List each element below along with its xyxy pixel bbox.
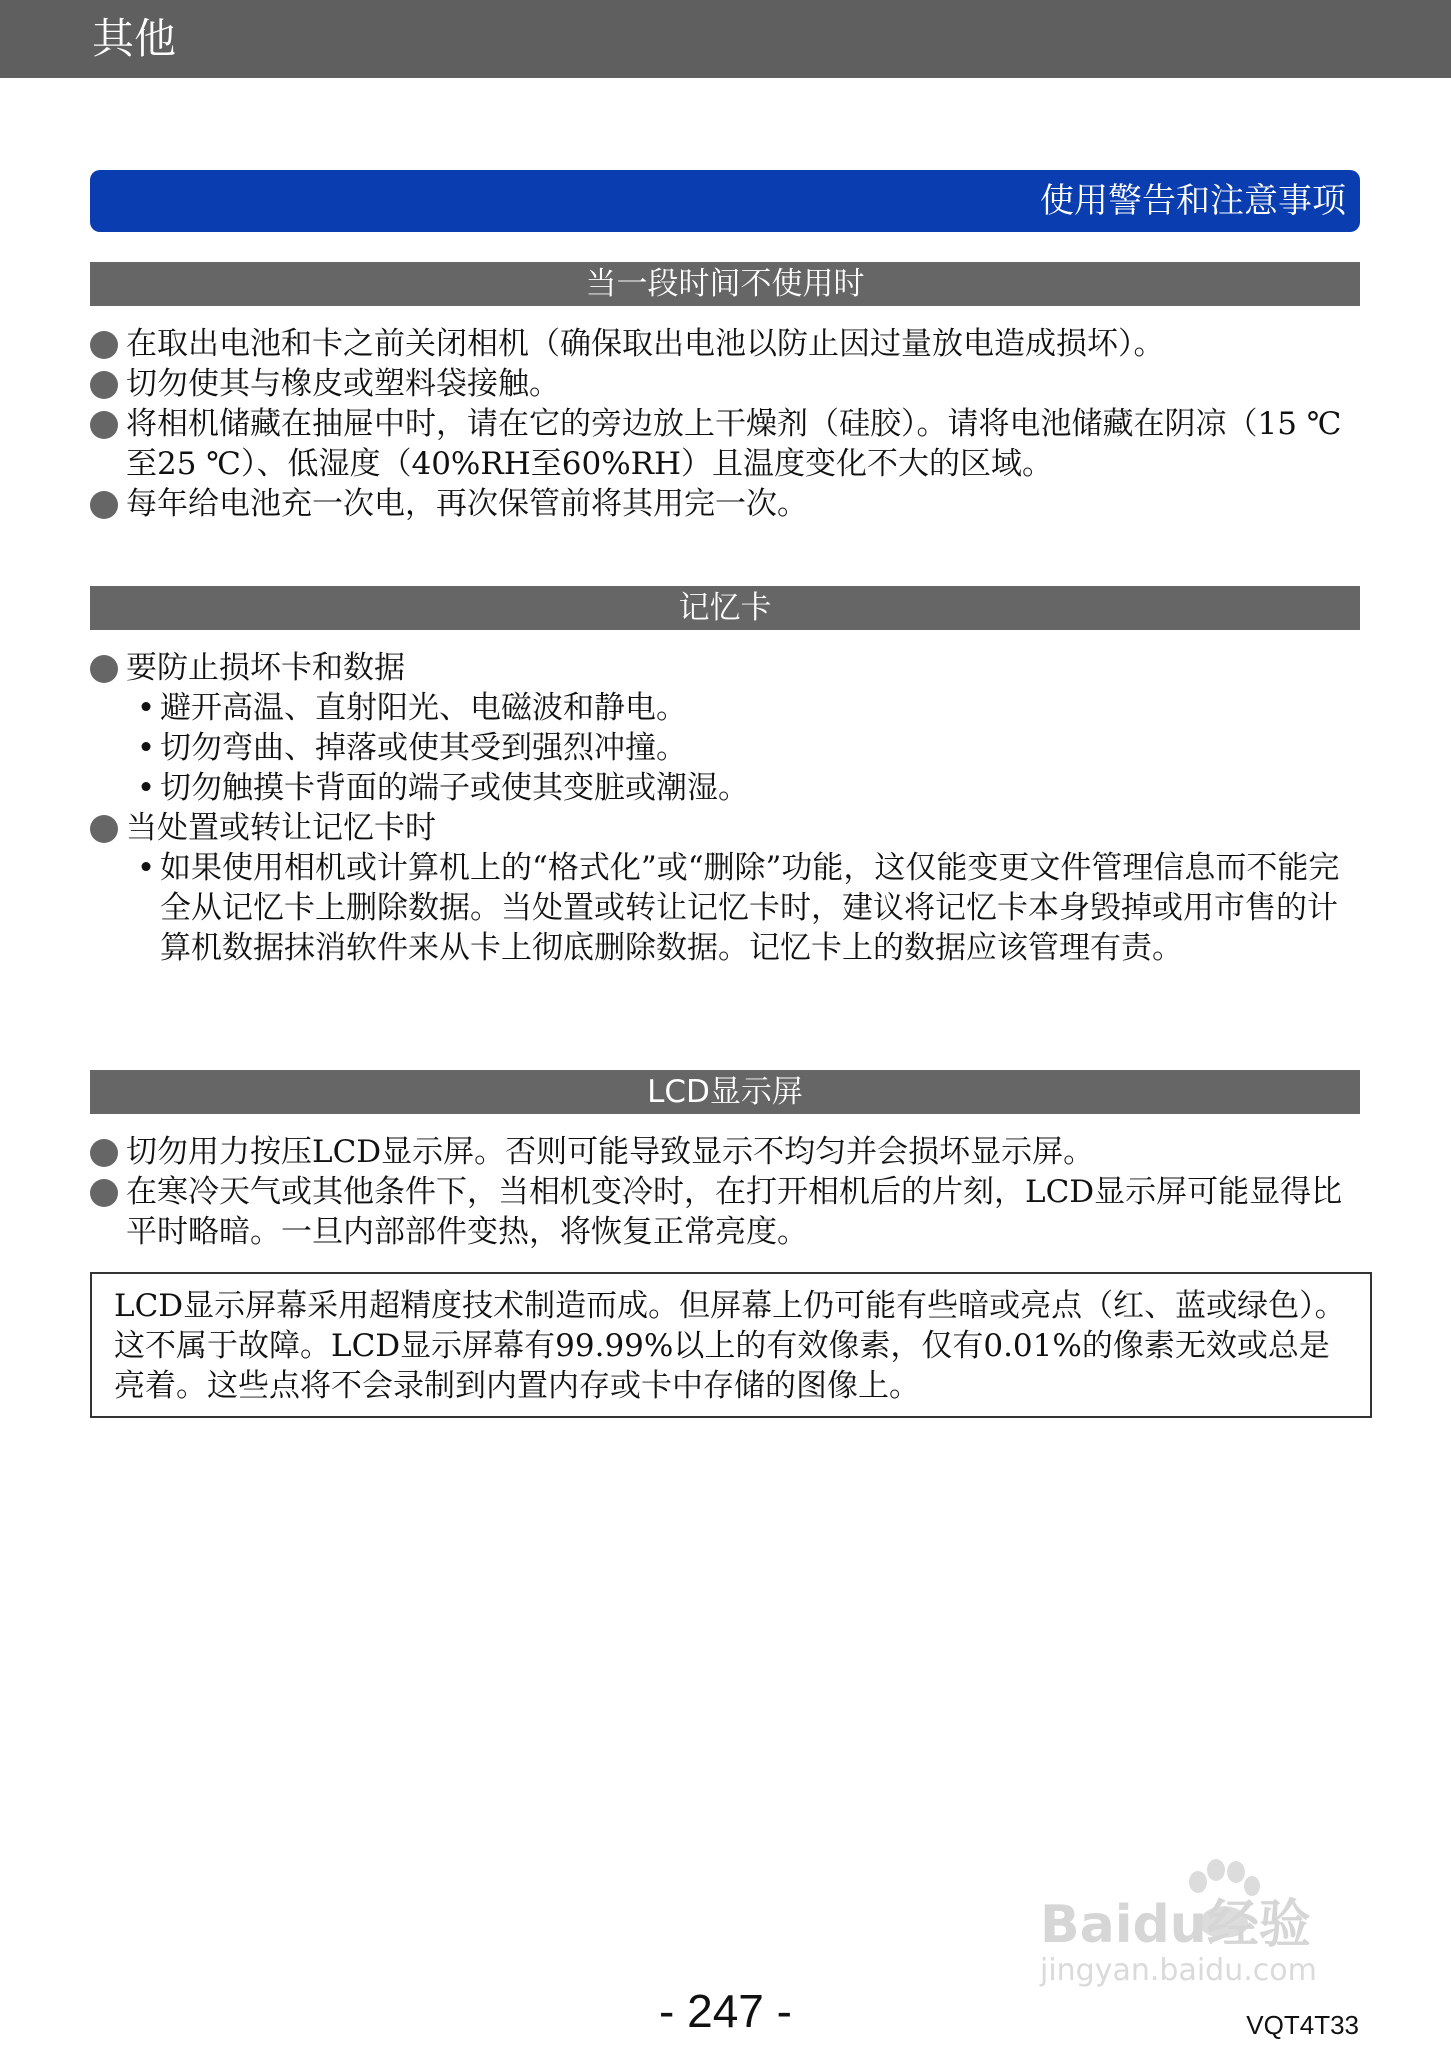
bullet-icon <box>90 411 118 439</box>
page-number: - 247 - <box>659 1985 792 2037</box>
bullet-icon <box>90 331 118 359</box>
bullet-icon <box>90 655 118 683</box>
sub-list-item: • 切勿弯曲、掉落或使其受到强烈冲撞。 <box>136 730 687 766</box>
section-body-lcd <box>90 1132 1360 1252</box>
top-header-bar <box>0 0 1451 78</box>
watermark-url: jingyan.baidu.com <box>1040 1953 1317 1988</box>
section-heading-memory-card: 记忆卡 <box>90 586 1360 630</box>
sub-list-item: • 如果使用相机或计算机上的“格式化”或“删除”功能，这仅能变更文件管理信息而不能完全从记忆卡上删除数据。当处置或转让记忆卡时，建议将记忆卡本身毁掉或用市售的计算机数据抹消软件来从卡上彻底删除数据。记忆卡上的数据应该管理有责。 <box>136 850 1340 966</box>
bullet-icon <box>90 1179 118 1207</box>
sub-bullet-icon: • <box>136 850 156 886</box>
list-item: 要防止损坏卡和数据 <box>90 648 1360 688</box>
section-banner <box>90 170 1360 232</box>
bullet-icon <box>90 815 118 843</box>
lcd-note-box: LCD显示屏幕采用超精度技术制造而成。但屏幕上仍可能有些暗或亮点（红、蓝或绿色）。这不属于故障。LCD显示屏幕有99.99%以上的有效像素，仅有0.01%的像素无效或总是亮着。这些点将不会录制到内置内存或卡中存储的图像上。 <box>90 1272 1372 1418</box>
baidu-watermark <box>1030 1850 1370 1990</box>
section-heading-storage: 当一段时间不使用时 <box>90 262 1360 306</box>
list-item: 切勿用力按压LCD显示屏。否则可能导致显示不均匀并会损坏显示屏。 <box>90 1132 1360 1172</box>
list-item: 切勿使其与橡皮或塑料袋接触。 <box>90 364 1360 404</box>
list-item: 当处置或转让记忆卡时 <box>90 808 1360 848</box>
sub-bullet-icon: • <box>136 730 156 766</box>
watermark-brand: Baidu经验 <box>1040 1895 1311 1955</box>
section-body-storage <box>90 324 1360 524</box>
list-item: 在寒冷天气或其他条件下，当相机变冷时，在打开相机后的片刻，LCD显示屏可能显得比平时略暗。一旦内部部件变热，将恢复正常亮度。 <box>90 1172 1360 1252</box>
chapter-title: 其他 <box>92 14 177 63</box>
bullet-icon <box>90 371 118 399</box>
sub-bullet-icon: • <box>136 690 156 726</box>
sub-bullet-icon: • <box>136 770 156 806</box>
sub-list-item: • 切勿触摸卡背面的端子或使其变脏或潮湿。 <box>136 770 749 806</box>
section-body-memory-card <box>90 648 1360 968</box>
list-item: 将相机储藏在抽屉中时，请在它的旁边放上干燥剂（硅胶）。请将电池储藏在阴凉（15 ℃至25 ℃）、低湿度（40%RH至60%RH）且温度变化不大的区域。 <box>90 404 1360 484</box>
bullet-icon <box>90 491 118 519</box>
bullet-icon <box>90 1139 118 1167</box>
sub-list-item: • 避开高温、直射阳光、电磁波和静电。 <box>136 690 687 726</box>
list-item: 每年给电池充一次电，再次保管前将其用完一次。 <box>90 484 1360 524</box>
list-item: 在取出电池和卡之前关闭相机（确保取出电池以防止因过量放电造成损坏）。 <box>90 324 1360 364</box>
banner-title: 使用警告和注意事项 <box>1040 181 1346 221</box>
section-heading-lcd: LCD显示屏 <box>90 1070 1360 1114</box>
document-code: VQT4T33 <box>1246 2010 1359 2040</box>
